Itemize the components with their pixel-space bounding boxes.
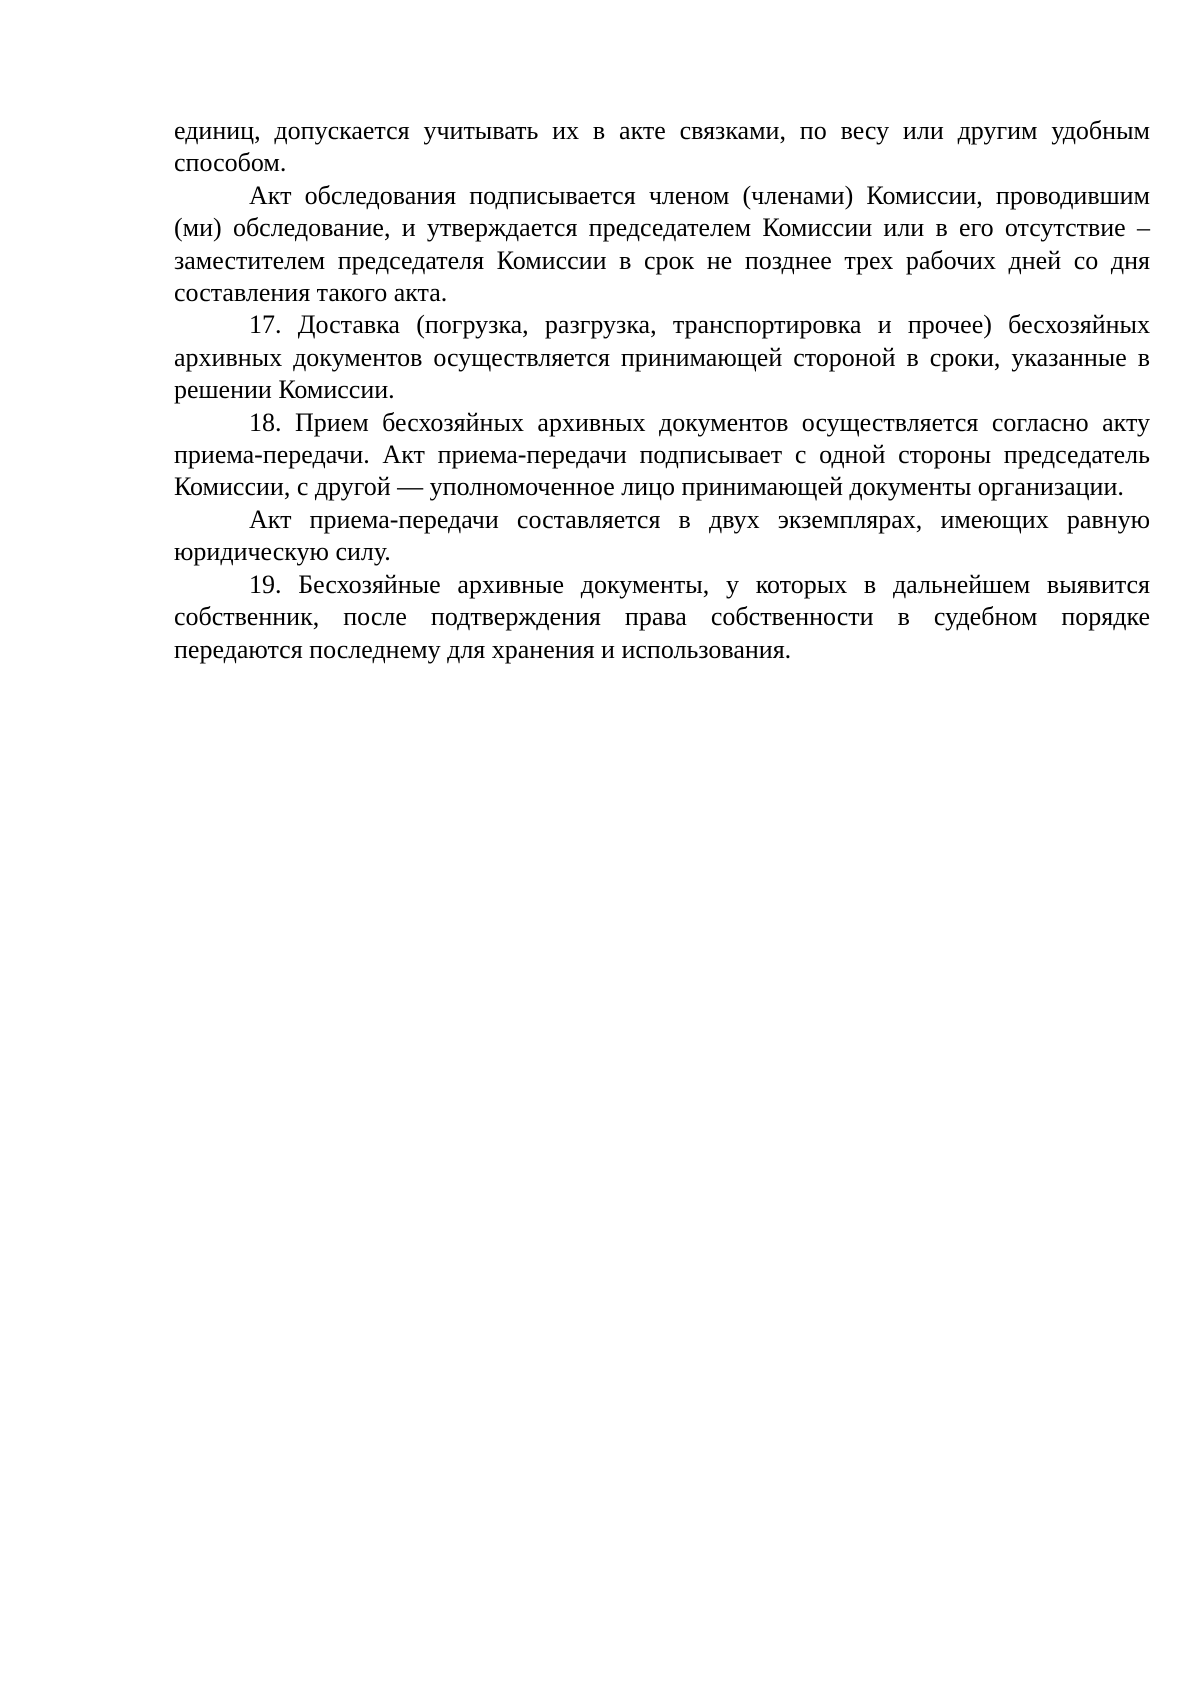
- paragraph-item-17: 17. Доставка (погрузка, разгрузка, транспортировка и прочее) бесхозяйных архивных документов осуществляется принимающей стороной в сроки, указанные в решении Комиссии.: [174, 310, 1150, 405]
- paragraph-item-19: 19. Бесхозяйные архивные документы, у которых в дальнейшем выявится собственник, после подтверждения права собственности в судебном порядке передаются последнему для хранения и использования.: [174, 569, 1150, 664]
- paragraph-item-18: 18. Прием бесхозяйных архивных документов осуществляется согласно акту приема-передачи. Акт приема-передачи подписывает с одной стороны председатель Комиссии, с другой — уполномоченное лицо принимающей документы организации.: [174, 407, 1150, 502]
- paragraph-transfer-act-copies: Акт приема-передачи составляется в двух экземплярах, имеющих равную юридическую силу.: [174, 504, 1150, 567]
- document-body: [174, 115, 1150, 666]
- paragraph-continuation: единиц, допускается учитывать их в акте связками, по весу или другим удобным способом.: [174, 116, 1150, 178]
- paragraph-inspection-act: Акт обследования подписывается членом (членами) Комиссии, проводившим (ми) обследование, и утверждается председателем Комиссии или в его отсутствие – заместителем председателя Комиссии в срок не позднее трех рабочих дней со дня составления такого акта.: [174, 180, 1150, 308]
